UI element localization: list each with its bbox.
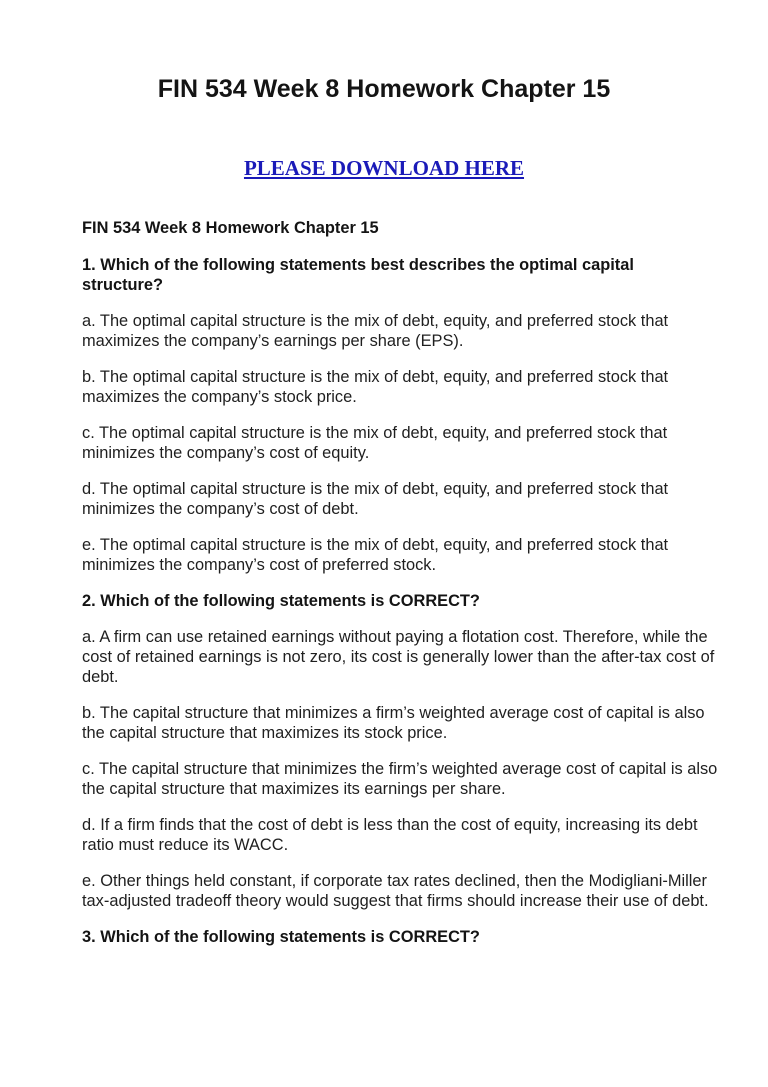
download-link[interactable]: PLEASE DOWNLOAD HERE xyxy=(243,156,525,180)
download-link-container xyxy=(0,156,768,181)
question-2: 2. Which of the following statements is CORRECT? xyxy=(82,592,480,610)
document-body xyxy=(82,218,718,963)
question-1: 1. Which of the following statements best describes the optimal capital structure? xyxy=(82,256,634,294)
question-1-option-c: c. The optimal capital structure is the mix of debt, equity, and preferred stock that minimizes the company’s cost of equity. xyxy=(82,424,668,462)
question-1-option-d: d. The optimal capital structure is the mix of debt, equity, and preferred stock that minimizes the company’s cost of debt. xyxy=(82,480,669,518)
question-2-option-c: c. The capital structure that minimizes the firm’s weighted average cost of capital is also the capital structure that maximizes its earnings per share. xyxy=(82,760,718,798)
document-subtitle: FIN 534 Week 8 Homework Chapter 15 xyxy=(82,219,379,237)
question-3: 3. Which of the following statements is CORRECT? xyxy=(82,928,480,946)
question-1-option-b: b. The optimal capital structure is the mix of debt, equity, and preferred stock that maximizes the company’s stock price. xyxy=(82,368,669,406)
question-2-option-e: e. Other things held constant, if corporate tax rates declined, then the Modigliani-Miller tax-adjusted tradeoff theory would suggest that firms should increase their use of debt. xyxy=(82,872,709,910)
document-title: FIN 534 Week 8 Homework Chapter 15 xyxy=(157,75,611,103)
question-2-option-a: a. A firm can use retained earnings without paying a flotation cost. Therefore, while the cost of retained earnings is not zero, its cost is generally lower than the after-tax cost of debt. xyxy=(82,628,715,686)
question-2-option-b: b. The capital structure that minimizes a firm’s weighted average cost of capital is also the capital structure that maximizes its stock price. xyxy=(82,704,705,742)
question-2-option-d: d. If a firm finds that the cost of debt is less than the cost of equity, increasing its debt ratio must reduce its WACC. xyxy=(82,816,698,854)
question-1-option-a: a. The optimal capital structure is the mix of debt, equity, and preferred stock that maximizes the company’s earnings per share (EPS). xyxy=(82,312,669,350)
question-1-option-e: e. The optimal capital structure is the mix of debt, equity, and preferred stock that minimizes the company’s cost of preferred stock. xyxy=(82,536,669,574)
